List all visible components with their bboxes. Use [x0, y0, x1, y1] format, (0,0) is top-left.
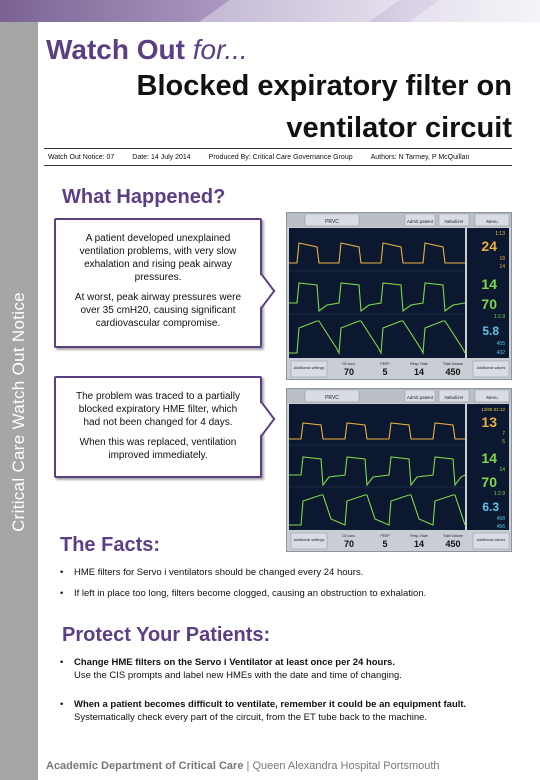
- reading-pause: 18: [499, 256, 505, 262]
- reading-vte: 456: [496, 524, 505, 530]
- mode-label: PRVC: [325, 395, 339, 401]
- mode-label: PRVC: [325, 219, 339, 225]
- bullet-icon: •: [60, 588, 64, 599]
- footer: [46, 760, 440, 772]
- tidal-volume-label: Tidal Volume: [442, 362, 464, 366]
- ventilator-screen-graphic-before: [287, 213, 511, 379]
- reading-ie: 1:2.9: [493, 491, 505, 497]
- ventilator-screen-before: [286, 212, 512, 380]
- reading-resp-rate: 14: [481, 276, 497, 292]
- admit-label: Admit patient: [406, 395, 434, 400]
- reading-vti: 455: [496, 341, 505, 347]
- list-item: [60, 566, 510, 579]
- notice-title-line1: Blocked expiratory filter on: [136, 70, 512, 102]
- resp-rate-label: Resp. Rate: [410, 362, 428, 366]
- peep-value: 5: [382, 539, 388, 549]
- reading-resp-set: 14: [499, 467, 505, 473]
- ventilator-screen-after: [286, 388, 512, 552]
- top-banner: [0, 0, 540, 22]
- reading-mean: 14: [499, 264, 505, 270]
- bullet-icon: •: [60, 657, 64, 668]
- notice-authors: Authors: N Tarmey, P McQuillan: [370, 153, 470, 161]
- additional-settings-label: Additional settings: [293, 538, 325, 542]
- list-item: [60, 698, 520, 724]
- o2-label: O2 conc.: [341, 362, 357, 366]
- callout-tail: [249, 401, 276, 436]
- o2-value: 70: [343, 539, 355, 549]
- callout1-para2: At worst, peak airway pressures were over 35 cmH20, causing significant cardiovascular compromise.: [74, 292, 242, 329]
- o2-value: 70: [343, 367, 355, 377]
- bullet-icon: •: [60, 699, 64, 710]
- protect-bold-text: Change HME filters on the Servo i Ventilator at least once per 24 hours.: [74, 657, 395, 668]
- nebulizer-label: Nebulizer: [444, 219, 464, 224]
- protect-list: [60, 656, 520, 732]
- fact-text: If left in place too long, filters become clogged, causing an obstruction to exhalation.: [74, 588, 427, 599]
- footer-hospital: Queen Alexandra Hospital Portsmouth: [252, 760, 440, 772]
- resp-rate-value: 14: [413, 539, 425, 549]
- watch-out-for: for...: [192, 34, 248, 65]
- notice-number: Watch Out Notice: 07: [48, 153, 115, 161]
- reading-vti: 458: [496, 516, 505, 522]
- facts-list: [60, 566, 510, 608]
- callout1-para1: A patient developed unexplained ventilation problems, with very slow exhalation and rising peak airway pressures.: [79, 233, 237, 283]
- facts-heading: The Facts:: [60, 534, 161, 556]
- reading-pause: 7: [502, 431, 505, 437]
- notice-date: Date: 14 July 2014: [132, 153, 191, 161]
- ventilator-screen-graphic-after: [287, 389, 511, 551]
- menu-label: Menu: [486, 219, 498, 224]
- callout-tail: [249, 273, 276, 308]
- tidal-volume-label: Tidal Volume: [442, 534, 464, 538]
- menu-label: Menu: [486, 395, 498, 400]
- list-item: [60, 656, 520, 682]
- additional-values-label: Additional values: [476, 538, 506, 542]
- admit-label: Admit patient: [406, 219, 434, 224]
- peep-label: PEEP: [380, 534, 390, 538]
- reading-ie: 1:2.9: [493, 314, 505, 320]
- side-bar-text: Critical Care Watch Out Notice: [9, 292, 28, 532]
- reading-peak: 13: [481, 414, 497, 430]
- reading-minute-volume: 5.8: [482, 324, 499, 338]
- nebulizer-label: Nebulizer: [444, 395, 464, 400]
- additional-settings-label: Additional settings: [293, 366, 325, 370]
- resp-rate-value: 14: [413, 367, 425, 377]
- notice-produced-by: Produced By: Critical Care Governance Group: [208, 153, 353, 161]
- callout-cause: [54, 376, 262, 478]
- tidal-volume-value: 450: [445, 539, 461, 549]
- bullet-icon: •: [60, 567, 64, 578]
- protect-text: Use the CIS prompts and label new HMEs with the date and time of changing.: [74, 670, 402, 681]
- watch-out-label: Watch Out: [46, 34, 185, 65]
- list-item: [60, 587, 510, 600]
- clock-readout: 1:13: [495, 231, 505, 237]
- reading-minute-volume: 6.3: [482, 500, 499, 514]
- callout-what-happened: [54, 218, 262, 348]
- reading-mean: 5: [502, 439, 505, 445]
- notice-meta-bar: [44, 148, 512, 166]
- reading-o2: 70: [481, 296, 497, 312]
- what-happened-heading: What Happened?: [62, 186, 226, 208]
- reading-peak: 24: [481, 238, 497, 254]
- reading-o2: 70: [481, 474, 497, 490]
- peep-label: PEEP: [380, 362, 390, 366]
- o2-label: O2 conc.: [341, 534, 357, 538]
- resp-rate-label: Resp. Rate: [410, 534, 428, 538]
- additional-values-label: Additional values: [476, 366, 506, 370]
- tidal-volume-value: 450: [445, 367, 461, 377]
- notice-title-line2: ventilator circuit: [286, 112, 512, 144]
- footer-separator: |: [246, 760, 250, 772]
- watch-out-heading: [46, 34, 248, 66]
- reading-resp-rate: 14: [481, 450, 497, 466]
- peep-value: 5: [382, 367, 388, 377]
- clock-readout: 12/06 01:12: [481, 407, 505, 412]
- protect-bold-text: When a patient becomes difficult to ventilate, remember it could be an equipment fault.: [74, 699, 467, 710]
- footer-department: Academic Department of Critical Care: [46, 760, 244, 772]
- protect-heading: Protect Your Patients:: [62, 624, 271, 646]
- reading-vte: 432: [496, 350, 505, 356]
- protect-text: Systematically check every part of the circuit, from the ET tube back to the machine.: [74, 712, 428, 723]
- callout2-para1: The problem was traced to a partially blocked expiratory HME filter, which had not been changed for 4 days.: [76, 391, 240, 428]
- fact-text: HME filters for Servo i ventilators should be changed every 24 hours.: [74, 567, 364, 578]
- callout2-para2: When this was replaced, ventilation improved immediately.: [79, 437, 237, 461]
